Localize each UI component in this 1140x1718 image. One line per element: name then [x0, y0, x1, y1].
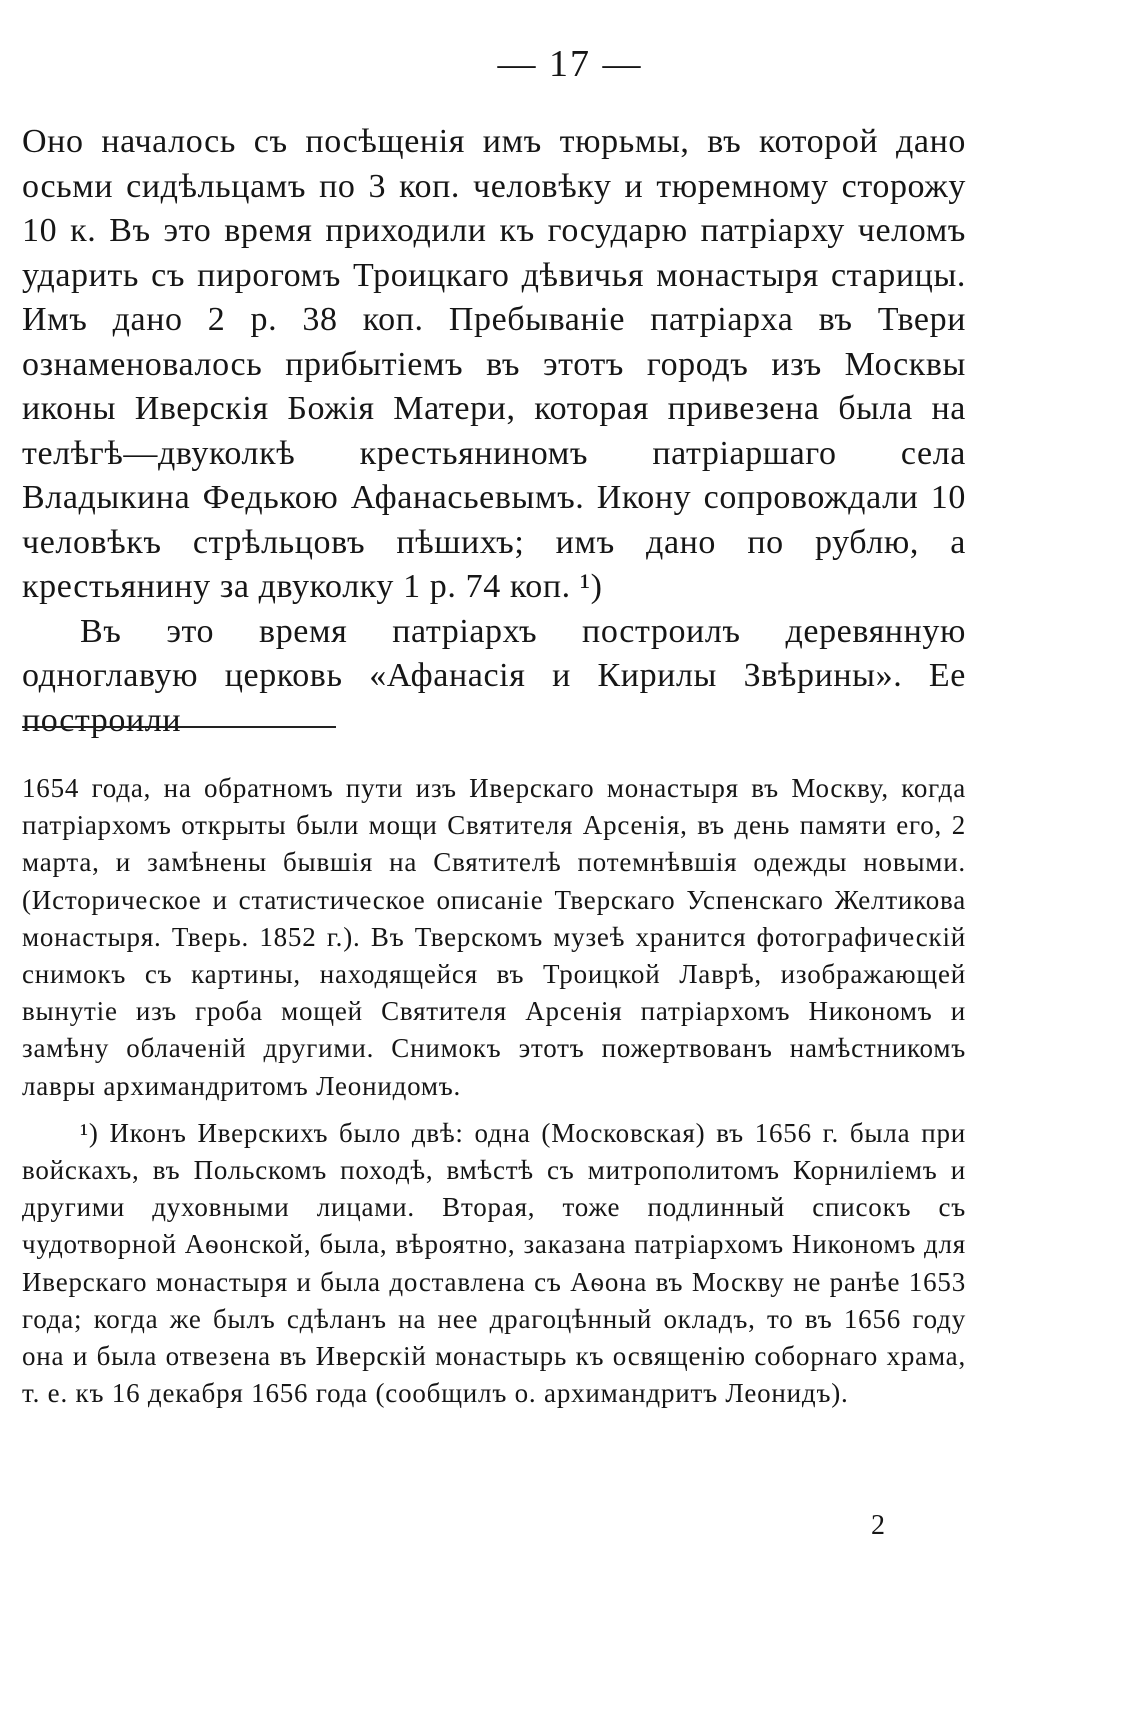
main-paragraph: Въ это время патріархъ построилъ деревянную одноглавую церковь «Афанасія и Кирилы Звѣрины». Ее построили [22, 612, 966, 739]
footnote-divider [22, 726, 336, 728]
footnote: ¹) Иконъ Иверскихъ было двѣ: одна (Московская) въ 1656 г. была при войскахъ, въ Польскомъ походѣ, вмѣстѣ съ митрополитомъ Корниліемъ и другими духовными лицами. Вторая, тоже подлинный списокъ съ чудотворной Аѳонской, была, вѣроятно, заказана патріархомъ Никономъ для Иверскаго монастыря и была доставлена съ Аѳона въ Москву не ранѣе 1653 года; когда же былъ сдѣланъ на нее драгоцѣнный окладъ, то въ 1656 году она и была отвезена въ Иверскій монастырь къ освященію соборнаго храма, т. е. къ 16 декабря 1656 года (сообщилъ о. архимандритъ Леонидъ). [22, 1117, 966, 1409]
printer-signature-mark: 2 [871, 1510, 885, 1541]
page-number: — 17 — [497, 43, 643, 85]
footnote-continuation: 1654 года, на обратномъ пути изъ Иверскаго монастыря въ Москву, когда патріархомъ открыты были мощи Святителя Арсенія, въ день памяти его, 2 марта, и замѣнены бывшія на Святителѣ потемнѣвшія одежды новыми. (Историческое и статистическое описаніе Тверскаго Успенскаго Желтикова монастыря. Тверь. 1852 г.). Въ Тверскомъ музеѣ хранится фотографическій снимокъ съ картины, находящейся въ Троицкой Лаврѣ, изображающей вынутіе изъ гроба мощей Святителя Арсенія патріархомъ Никономъ и замѣну облаченій другими. Снимокъ этотъ пожертвованъ намѣстникомъ лавры архимандритомъ Леонидомъ. [22, 773, 966, 1101]
main-paragraph: Оно началось съ посѣщенія имъ тюрьмы, въ которой дано осьми сидѣльцамъ по 3 коп. человѣку и тюремному сторожу 10 к. Въ это время приходили къ государю патріарху челомъ ударить съ пирогомъ Троицкаго дѣвичья монастыря старицы. Имъ дано 2 р. 38 коп. Пребываніе патріарха въ Твери ознаменовалось прибытіемъ въ этотъ городъ изъ Москвы иконы Иверскія Божія Матери, которая привезена была на телѣгѣ—двуколкѣ крестьяниномъ патріаршаго села Владыкина Федькою Афанасьевымъ. Икону сопровождали 10 человѣкъ стрѣльцовъ пѣшихъ; имъ дано по рублю, а крестьянину за двуколку 1 р. 74 коп. ¹) [22, 123, 966, 605]
main-text [22, 120, 966, 743]
footnotes [22, 770, 966, 1412]
